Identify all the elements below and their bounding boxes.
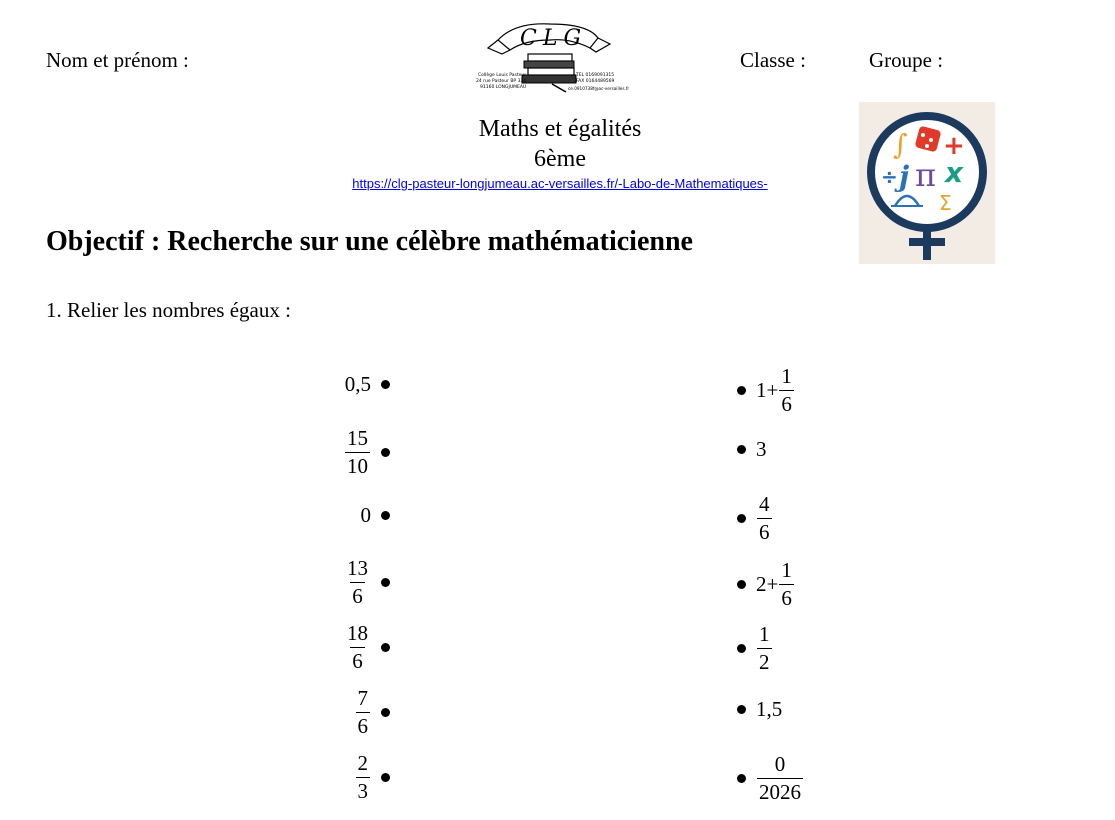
left-item-7: $\frac{2}{3}$ [300, 753, 390, 802]
right-dot-5[interactable] [737, 644, 746, 653]
right-item-7: $\frac{0}{2026}$ [737, 754, 804, 803]
svg-text:91160 LONGJUMEAU: 91160 LONGJUMEAU [480, 85, 527, 90]
plus-icon: + [943, 131, 965, 161]
integral-icon: ∫ [893, 128, 908, 161]
left-item-6: $\frac{7}{6}$ [300, 688, 390, 737]
page-title: Maths et égalités [478, 116, 642, 142]
svg-text:Collège Louis Pasteur: Collège Louis Pasteur [478, 73, 527, 78]
left-dot-2[interactable] [381, 448, 390, 457]
objective-heading: Objectif : Recherche sur une célèbre mathématicienne [46, 226, 693, 257]
right-dot-6[interactable] [737, 705, 746, 714]
left-item-1: 0,5 [300, 372, 390, 396]
j-icon: j [899, 160, 910, 193]
left-dot-4[interactable] [381, 578, 390, 587]
level-label: 6ème [534, 146, 586, 172]
school-logo [470, 18, 630, 96]
sigma-icon: Σ [939, 191, 952, 215]
class-label: Classe : [740, 48, 806, 72]
divide-icon: ÷ [881, 165, 898, 189]
left-dot-5[interactable] [381, 643, 390, 652]
right-item-3: $\frac{4}{6}$ [737, 494, 773, 543]
svg-text:TEL 0169091315: TEL 0169091315 [576, 73, 615, 78]
left-item-3: 0 [300, 503, 390, 527]
svg-text:ce.0910738f@ac-versailles.fr: ce.0910738f@ac-versailles.fr [568, 86, 630, 91]
lab-url-link[interactable]: https://clg-pasteur-longjumeau.ac-versailles.fr/-Labo-de-Mathematiques- [352, 176, 768, 191]
pi-icon: π [915, 156, 937, 194]
group-label: Groupe : [869, 48, 944, 72]
x-icon: x [945, 156, 964, 189]
right-item-1: 1+ $\frac{1}{6}$ [737, 366, 795, 415]
right-dot-3[interactable] [737, 514, 746, 523]
left-dot-7[interactable] [381, 773, 390, 782]
right-dot-1[interactable] [737, 386, 746, 395]
right-item-4: 2+ $\frac{1}{6}$ [737, 560, 795, 609]
right-dot-4[interactable] [737, 580, 746, 589]
school-logo-letters: CLG [520, 26, 588, 51]
name-label: Nom et prénom : [46, 48, 189, 72]
svg-text:FAX 0164489569: FAX 0164489569 [576, 79, 615, 84]
svg-text:24 rue Pasteur BP 334: 24 rue Pasteur BP 334 [476, 79, 527, 84]
right-item-6: 1,5 [737, 697, 782, 721]
left-dot-1[interactable] [381, 380, 390, 389]
right-item-2: 3 [737, 437, 767, 461]
question-1: 1. Relier les nombres égaux : [46, 298, 291, 322]
right-item-5: $\frac{1}{2}$ [737, 624, 773, 673]
left-item-5: $\frac{18}{6}$ [300, 623, 390, 672]
right-dot-7[interactable] [737, 774, 746, 783]
math-logo [859, 102, 995, 264]
right-dot-2[interactable] [737, 445, 746, 454]
left-dot-6[interactable] [381, 708, 390, 717]
left-item-4: $\frac{13}{6}$ [300, 558, 390, 607]
left-item-2: $\frac{15}{10}$ [300, 428, 390, 477]
left-dot-3[interactable] [381, 511, 390, 520]
